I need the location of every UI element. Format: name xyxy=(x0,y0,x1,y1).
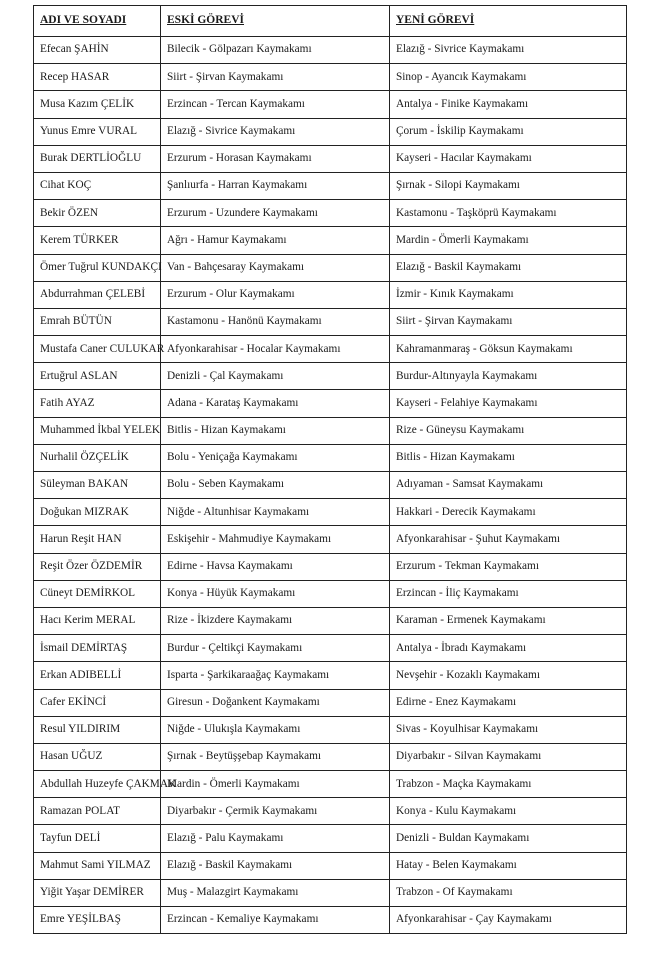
table-row xyxy=(34,798,627,825)
cell-new-post: Hakkari - Derecik Kaymakamı xyxy=(390,499,627,526)
cell-name: Efecan ŞAHİN xyxy=(34,37,161,64)
cell-new-post: Hatay - Belen Kaymakamı xyxy=(390,852,627,879)
table-row xyxy=(34,743,627,770)
cell-old-post: Burdur - Çeltikçi Kaymakamı xyxy=(161,635,390,662)
cell-new-post: Edirne - Enez Kaymakamı xyxy=(390,689,627,716)
cell-new-post: Antalya - Finike Kaymakamı xyxy=(390,91,627,118)
cell-old-post: Afyonkarahisar - Hocalar Kaymakamı xyxy=(161,336,390,363)
cell-old-post: Denizli - Çal Kaymakamı xyxy=(161,363,390,390)
cell-new-post: Siirt - Şirvan Kaymakamı xyxy=(390,308,627,335)
cell-name: Doğukan MIZRAK xyxy=(34,499,161,526)
cell-old-post: Isparta - Şarkikaraağaç Kaymakamı xyxy=(161,662,390,689)
cell-new-post: Denizli - Buldan Kaymakamı xyxy=(390,825,627,852)
cell-old-post: Erzurum - Olur Kaymakamı xyxy=(161,281,390,308)
cell-new-post: Karaman - Ermenek Kaymakamı xyxy=(390,607,627,634)
cell-new-post: Sinop - Ayancık Kaymakamı xyxy=(390,64,627,91)
cell-name: Cüneyt DEMİRKOL xyxy=(34,580,161,607)
cell-name: İsmail DEMİRTAŞ xyxy=(34,635,161,662)
cell-old-post: Mardin - Ömerli Kaymakamı xyxy=(161,771,390,798)
cell-old-post: Şırnak - Beytüşşebap Kaymakamı xyxy=(161,743,390,770)
cell-new-post: Çorum - İskilip Kaymakamı xyxy=(390,118,627,145)
cell-name: Cafer EKİNCİ xyxy=(34,689,161,716)
table-header-row xyxy=(34,6,627,37)
cell-new-post: Kayseri - Felahiye Kaymakamı xyxy=(390,390,627,417)
cell-new-post: Konya - Kulu Kaymakamı xyxy=(390,798,627,825)
header-new-post xyxy=(390,6,627,37)
table-row xyxy=(34,118,627,145)
table-row xyxy=(34,145,627,172)
header-name xyxy=(34,6,161,37)
table-row xyxy=(34,662,627,689)
table-row xyxy=(34,689,627,716)
cell-new-post: Kahramanmaraş - Göksun Kaymakamı xyxy=(390,336,627,363)
cell-new-post: Antalya - İbradı Kaymakamı xyxy=(390,635,627,662)
table-row xyxy=(34,281,627,308)
table-row xyxy=(34,254,627,281)
cell-new-post: Diyarbakır - Silvan Kaymakamı xyxy=(390,743,627,770)
cell-name: Tayfun DELİ xyxy=(34,825,161,852)
cell-new-post: Rize - Güneysu Kaymakamı xyxy=(390,417,627,444)
cell-old-post: Adana - Karataş Kaymakamı xyxy=(161,390,390,417)
header-old-post-label: ESKİ GÖREVİ xyxy=(167,14,245,27)
cell-name: Mahmut Sami YILMAZ xyxy=(34,852,161,879)
table-row xyxy=(34,879,627,906)
table-row xyxy=(34,64,627,91)
table-row xyxy=(34,580,627,607)
cell-name: Hasan UĞUZ xyxy=(34,743,161,770)
table-row xyxy=(34,227,627,254)
cell-old-post: Eskişehir - Mahmudiye Kaymakamı xyxy=(161,526,390,553)
cell-new-post: Adıyaman - Samsat Kaymakamı xyxy=(390,472,627,499)
cell-new-post: Burdur-Altınyayla Kaymakamı xyxy=(390,363,627,390)
cell-name: Recep HASAR xyxy=(34,64,161,91)
cell-old-post: Van - Bahçesaray Kaymakamı xyxy=(161,254,390,281)
cell-name: Ramazan POLAT xyxy=(34,798,161,825)
cell-name: Abdullah Huzeyfe ÇAKMAK xyxy=(34,771,161,798)
table-body xyxy=(34,37,627,934)
cell-name: Muhammed İkbal YELEK xyxy=(34,417,161,444)
table-row xyxy=(34,417,627,444)
table-row xyxy=(34,499,627,526)
cell-old-post: Rize - İkizdere Kaymakamı xyxy=(161,607,390,634)
cell-name: Cihat KOÇ xyxy=(34,172,161,199)
table-row xyxy=(34,607,627,634)
cell-old-post: Giresun - Doğankent Kaymakamı xyxy=(161,689,390,716)
cell-old-post: Niğde - Altunhisar Kaymakamı xyxy=(161,499,390,526)
header-old-post xyxy=(161,6,390,37)
cell-name: Mustafa Caner CULUKAR xyxy=(34,336,161,363)
cell-old-post: Niğde - Ulukışla Kaymakamı xyxy=(161,716,390,743)
cell-name: Erkan ADIBELLİ xyxy=(34,662,161,689)
cell-name: Bekir ÖZEN xyxy=(34,200,161,227)
cell-old-post: Diyarbakır - Çermik Kaymakamı xyxy=(161,798,390,825)
cell-new-post: Erzincan - İliç Kaymakamı xyxy=(390,580,627,607)
cell-old-post: Erzincan - Tercan Kaymakamı xyxy=(161,91,390,118)
table-row xyxy=(34,716,627,743)
table-row xyxy=(34,553,627,580)
cell-new-post: Nevşehir - Kozaklı Kaymakamı xyxy=(390,662,627,689)
cell-old-post: Edirne - Havsa Kaymakamı xyxy=(161,553,390,580)
cell-old-post: Kastamonu - Hanönü Kaymakamı xyxy=(161,308,390,335)
cell-new-post: İzmir - Kınık Kaymakamı xyxy=(390,281,627,308)
cell-name: Emrah BÜTÜN xyxy=(34,308,161,335)
appointments-table xyxy=(33,5,627,934)
table-row xyxy=(34,472,627,499)
cell-old-post: Bolu - Seben Kaymakamı xyxy=(161,472,390,499)
cell-old-post: Erzurum - Uzundere Kaymakamı xyxy=(161,200,390,227)
cell-new-post: Afyonkarahisar - Şuhut Kaymakamı xyxy=(390,526,627,553)
cell-name: Harun Reşit HAN xyxy=(34,526,161,553)
cell-new-post: Elazığ - Sivrice Kaymakamı xyxy=(390,37,627,64)
cell-name: Fatih AYAZ xyxy=(34,390,161,417)
table-row xyxy=(34,200,627,227)
cell-new-post: Trabzon - Maçka Kaymakamı xyxy=(390,771,627,798)
cell-new-post: Erzurum - Tekman Kaymakamı xyxy=(390,553,627,580)
cell-name: Musa Kazım ÇELİK xyxy=(34,91,161,118)
header-name-label: ADI VE SOYADI xyxy=(40,14,127,27)
table-row xyxy=(34,390,627,417)
table-row xyxy=(34,363,627,390)
table-row xyxy=(34,907,627,934)
cell-new-post: Mardin - Ömerli Kaymakamı xyxy=(390,227,627,254)
cell-old-post: Ağrı - Hamur Kaymakamı xyxy=(161,227,390,254)
cell-old-post: Şanlıurfa - Harran Kaymakamı xyxy=(161,172,390,199)
header-new-post-label: YENİ GÖREVİ xyxy=(396,14,475,27)
cell-old-post: Bilecik - Gölpazarı Kaymakamı xyxy=(161,37,390,64)
table-row xyxy=(34,37,627,64)
cell-new-post: Sivas - Koyulhisar Kaymakamı xyxy=(390,716,627,743)
cell-name: Reşit Özer ÖZDEMİR xyxy=(34,553,161,580)
cell-name: Emre YEŞİLBAŞ xyxy=(34,907,161,934)
table-row xyxy=(34,635,627,662)
cell-new-post: Şırnak - Silopi Kaymakamı xyxy=(390,172,627,199)
cell-name: Ömer Tuğrul KUNDAKÇI xyxy=(34,254,161,281)
cell-name: Burak DERTLİOĞLU xyxy=(34,145,161,172)
cell-name: Resul YILDIRIM xyxy=(34,716,161,743)
table-row xyxy=(34,852,627,879)
cell-new-post: Kayseri - Hacılar Kaymakamı xyxy=(390,145,627,172)
table-row xyxy=(34,825,627,852)
cell-old-post: Erzurum - Horasan Kaymakamı xyxy=(161,145,390,172)
cell-old-post: Erzincan - Kemaliye Kaymakamı xyxy=(161,907,390,934)
cell-name: Nurhalil ÖZÇELİK xyxy=(34,444,161,471)
cell-old-post: Bitlis - Hizan Kaymakamı xyxy=(161,417,390,444)
cell-old-post: Siirt - Şirvan Kaymakamı xyxy=(161,64,390,91)
table-row xyxy=(34,91,627,118)
cell-name: Kerem TÜRKER xyxy=(34,227,161,254)
cell-name: Ertuğrul ASLAN xyxy=(34,363,161,390)
table-row xyxy=(34,308,627,335)
cell-new-post: Trabzon - Of Kaymakamı xyxy=(390,879,627,906)
cell-old-post: Elazığ - Palu Kaymakamı xyxy=(161,825,390,852)
table-row xyxy=(34,526,627,553)
table-row xyxy=(34,172,627,199)
cell-name: Abdurrahman ÇELEBİ xyxy=(34,281,161,308)
cell-old-post: Muş - Malazgirt Kaymakamı xyxy=(161,879,390,906)
table-row xyxy=(34,771,627,798)
cell-name: Hacı Kerim MERAL xyxy=(34,607,161,634)
cell-old-post: Bolu - Yeniçağa Kaymakamı xyxy=(161,444,390,471)
cell-name: Yiğit Yaşar DEMİRER xyxy=(34,879,161,906)
cell-old-post: Konya - Hüyük Kaymakamı xyxy=(161,580,390,607)
cell-name: Yunus Emre VURAL xyxy=(34,118,161,145)
cell-old-post: Elazığ - Baskil Kaymakamı xyxy=(161,852,390,879)
table-row xyxy=(34,444,627,471)
cell-old-post: Elazığ - Sivrice Kaymakamı xyxy=(161,118,390,145)
cell-new-post: Elazığ - Baskil Kaymakamı xyxy=(390,254,627,281)
cell-new-post: Bitlis - Hizan Kaymakamı xyxy=(390,444,627,471)
cell-name: Süleyman BAKAN xyxy=(34,472,161,499)
table-row xyxy=(34,336,627,363)
cell-new-post: Kastamonu - Taşköprü Kaymakamı xyxy=(390,200,627,227)
cell-new-post: Afyonkarahisar - Çay Kaymakamı xyxy=(390,907,627,934)
